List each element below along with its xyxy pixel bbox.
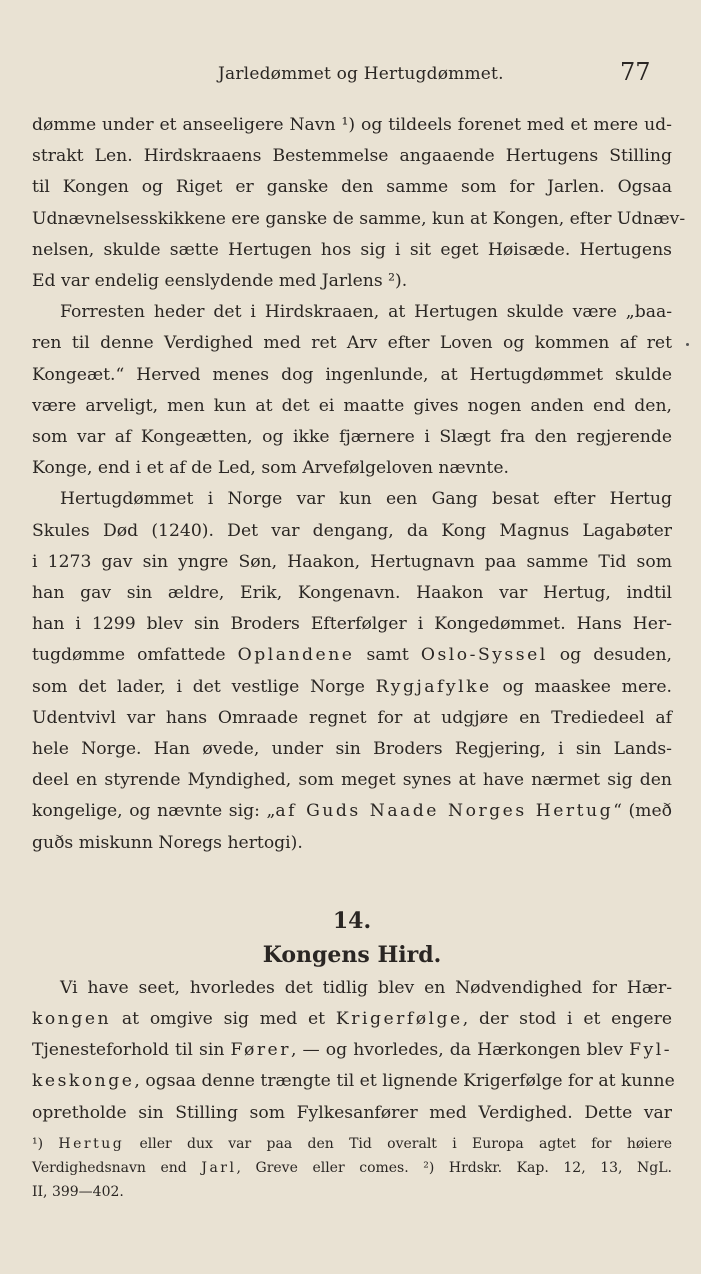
text-run: at omgive sig med et	[111, 1009, 336, 1030]
text-line: han gav sin ældre, Erik, Kongenavn. Haakon var Hertug, indtil	[32, 583, 672, 604]
footnote-line	[32, 1132, 672, 1156]
paragraph-2	[32, 297, 672, 484]
footnotes	[32, 1132, 672, 1204]
text-line: nelsen, skulde sætte Hertugen hos sig i sit eget Høisæde. Hertugens	[32, 239, 672, 260]
text-line: Hertugdømmet i Norge var kun een Gang besat efter Hertug	[60, 489, 672, 510]
text-line	[32, 796, 672, 827]
spaced-term: Oplandene	[237, 645, 355, 666]
text-line: ren til denne Verdighed med ret Arv efter Loven og kommen af ret	[32, 333, 672, 354]
text-run: , — og hvorledes, da Hærkongen blev	[290, 1040, 630, 1061]
section-14	[32, 905, 675, 1129]
text-line: Skules Død (1240). Det var dengang, da Kong Magnus Lagabøter	[32, 520, 672, 541]
text-line	[32, 1066, 675, 1097]
spaced-term: keskonge	[32, 1071, 135, 1092]
text-line	[32, 1004, 672, 1035]
text-line: i 1273 gav sin yngre Søn, Haakon, Hertugnavn paa samme Tid som	[32, 551, 672, 572]
text-line	[32, 640, 672, 671]
text-run: , ogsaa denne trængte til et lignende Krigerfølge for at kunne	[134, 1071, 675, 1092]
text-run: eller dux var paa den Tid overalt i Europa agtet for høiere	[124, 1136, 672, 1152]
text-line: han i 1299 blev sin Broders Efterfølger i Kongedømmet. Hans Her-	[32, 614, 672, 635]
text-line: dømme under et anseeligere Navn ¹) og tildeels forenet med et mere ud-	[32, 115, 672, 135]
text-line: hele Norge. Han øvede, under sin Broders Regjering, i sin Lands-	[32, 739, 672, 760]
text-run: “ (með	[613, 801, 672, 822]
text-line: deel en styrende Myndighed, som meget synes at have nærmet sig den	[32, 770, 672, 791]
running-title: Jarledømmet og Hertugdømmet.	[218, 64, 504, 84]
text-line: guðs miskunn Noregs hertogi).	[32, 832, 303, 853]
body-text	[32, 110, 686, 1129]
text-run: og maaskee mere.	[491, 676, 672, 697]
spaced-term: Krigerfølge	[335, 1009, 463, 1030]
text-run: tugdømme omfattede	[32, 645, 238, 666]
text-line: Forresten heder det i Hirdskraaen, at Hertugen skulde være „baa-	[60, 302, 672, 323]
text-run: ,	[236, 1160, 256, 1176]
text-line	[32, 1035, 672, 1066]
text-line	[32, 672, 672, 703]
section-title: Kongens Hird.	[262, 941, 442, 968]
text-line: til Kongen og Riget er ganske den samme som for Jarlen. Ogsaa	[32, 177, 672, 198]
text-line: Kongeæt.“ Herved menes dog ingenlunde, at Hertugdømmet skulde	[32, 364, 672, 385]
text-run: Verdighedsnavn end	[32, 1160, 202, 1176]
spaced-term: Rygjafylke	[375, 676, 492, 697]
spaced-term: Hertug	[58, 1136, 125, 1152]
spaced-term: Oslo-Syssel	[420, 645, 548, 666]
text-line: Udnævnelsesskikkene ere ganske de samme, kun at Kongen, efter Udnæv-	[32, 208, 686, 229]
paragraph-1	[32, 110, 686, 297]
text-run: , der stod i et engere	[462, 1009, 672, 1030]
spaced-term: Fører	[230, 1040, 291, 1061]
text-run: Greve	[255, 1160, 298, 1176]
running-head	[0, 58, 701, 90]
section-number: 14.	[332, 907, 372, 934]
page-number: 77	[620, 58, 651, 86]
text-line: Konge, end i et af de Led, som Arvefølgeloven nævnte.	[32, 458, 509, 479]
footnote-line	[32, 1156, 672, 1180]
text-line: Vi have seet, hvorledes det tidlig blev en Nødvendighed for Hær-	[60, 977, 672, 998]
text-run: som det lader, i det vestlige Norge	[32, 676, 376, 697]
paragraph-3	[32, 484, 672, 858]
spaced-term: Jarl	[201, 1160, 237, 1176]
margin-speck	[686, 343, 689, 346]
text-line: være arveligt, men kun at det ei maatte gives nogen anden end den,	[32, 395, 672, 416]
text-run: eller comes. ²) Hrdskr. Kap. 12, 13, NgL.	[297, 1160, 673, 1176]
text-line: som var af Kongeætten, og ikke fjærnere i Slægt fra den regjerende	[32, 427, 672, 448]
spaced-term: kongen	[32, 1009, 112, 1030]
text-line: opretholde sin Stilling som Fylkesanfører med Verdighed. Dette var	[32, 1102, 672, 1123]
text-line: strakt Len. Hirdskraaens Bestemmelse angaaende Hertugens Stilling	[32, 146, 672, 167]
spaced-term: Fyl-	[629, 1040, 673, 1061]
text-line: Ed var endelig eenslydende med Jarlens ²).	[32, 271, 408, 292]
text-run: samt	[354, 645, 421, 666]
text-run: Tjenesteforhold til sin	[32, 1040, 231, 1061]
spaced-term: af Guds Naade Norges Hertug	[275, 801, 614, 822]
text-run: kongelige, og nævnte sig: „	[32, 801, 276, 822]
text-line: Udentvivl var hans Omraade regnet for at udgjøre en Trediedeel af	[32, 707, 672, 728]
text-run: ¹)	[32, 1136, 59, 1152]
text-run: og desuden,	[547, 645, 672, 666]
footnote-line: II, 399—402.	[32, 1184, 124, 1200]
